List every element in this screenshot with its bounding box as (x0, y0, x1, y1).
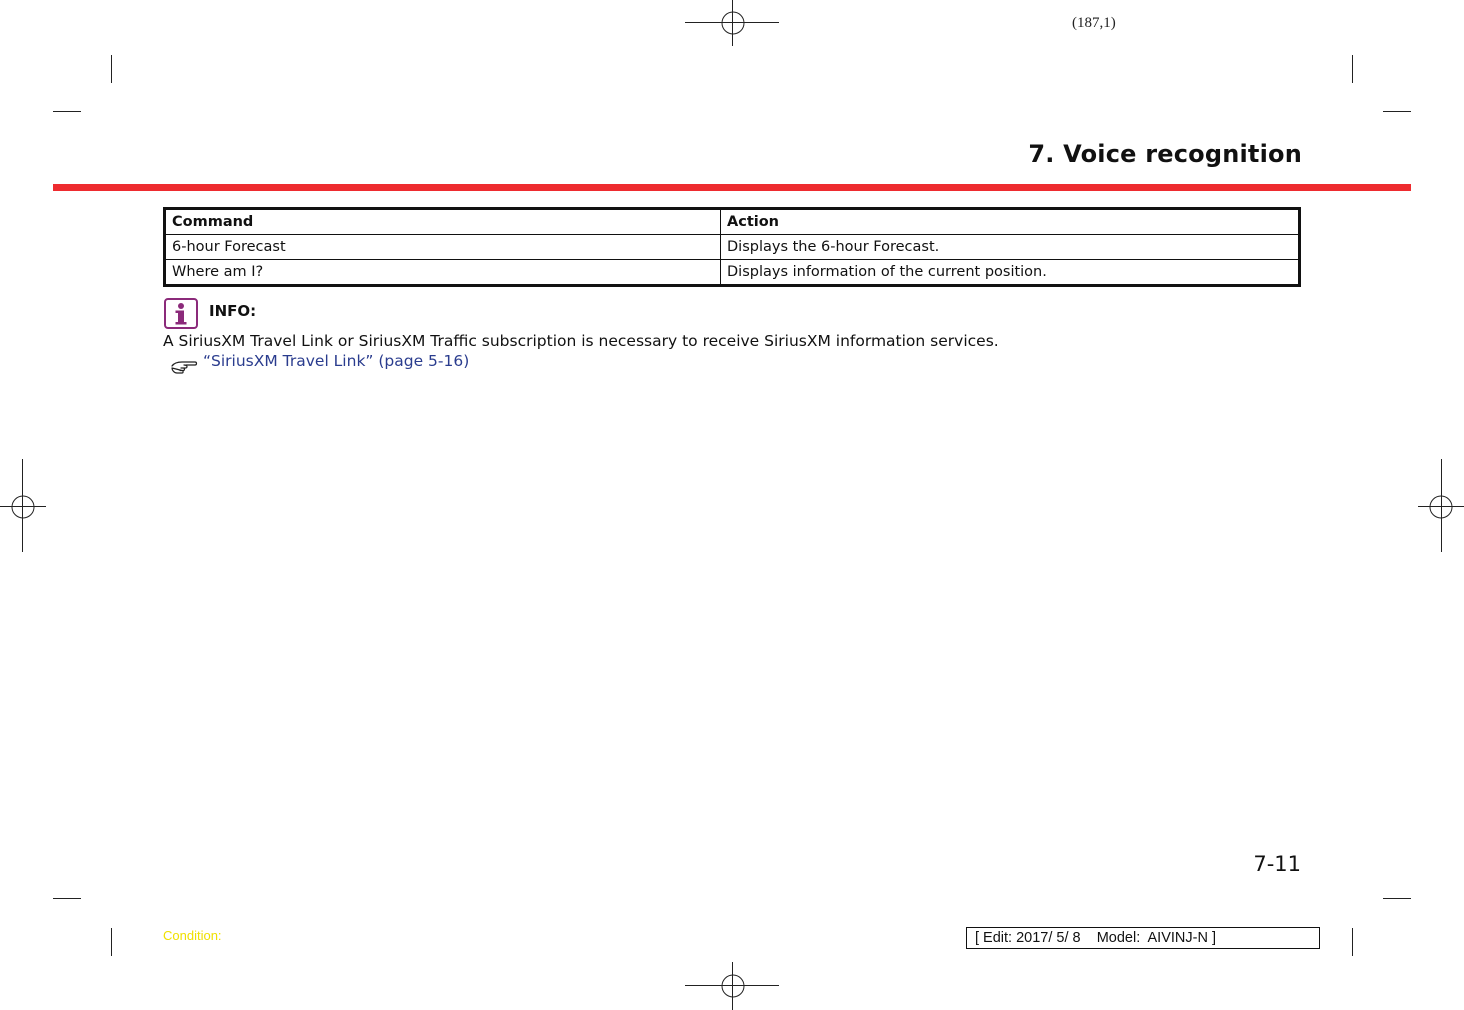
condition-label: Condition: (163, 928, 222, 943)
page-number: 7-11 (1253, 852, 1301, 876)
pointing-hand-icon (170, 357, 198, 375)
command-table (163, 207, 1301, 287)
info-icon (164, 298, 198, 329)
cross-reference-link[interactable]: “SiriusXM Travel Link” (page 5-16) (203, 352, 470, 370)
command-cell: 6-hour Forecast (165, 235, 721, 260)
column-header-command: Command (165, 209, 721, 235)
table-row (165, 260, 1300, 286)
info-text: A SiriusXM Travel Link or SiriusXM Traffic subscription is necessary to receive SiriusXM information services. (163, 332, 999, 350)
table-row (165, 235, 1300, 260)
column-header-action: Action (721, 209, 1300, 235)
edit-info-box: [ Edit: 2017/ 5/ 8 Model: AIVINJ-N ] (966, 927, 1320, 949)
action-cell: Displays the 6-hour Forecast. (721, 235, 1300, 260)
registration-target-left (10, 494, 36, 520)
command-cell: Where am I? (165, 260, 721, 286)
section-title: 7. Voice recognition (1028, 140, 1302, 168)
action-cell: Displays information of the current position. (721, 260, 1300, 286)
info-label: INFO: (209, 302, 257, 320)
header-rule (53, 184, 1411, 191)
table-header-row (165, 209, 1300, 235)
registration-target-right (1428, 494, 1454, 520)
page-id: (187,1) (1072, 15, 1116, 31)
registration-target-bottom (720, 973, 746, 999)
registration-target-top (720, 10, 746, 36)
